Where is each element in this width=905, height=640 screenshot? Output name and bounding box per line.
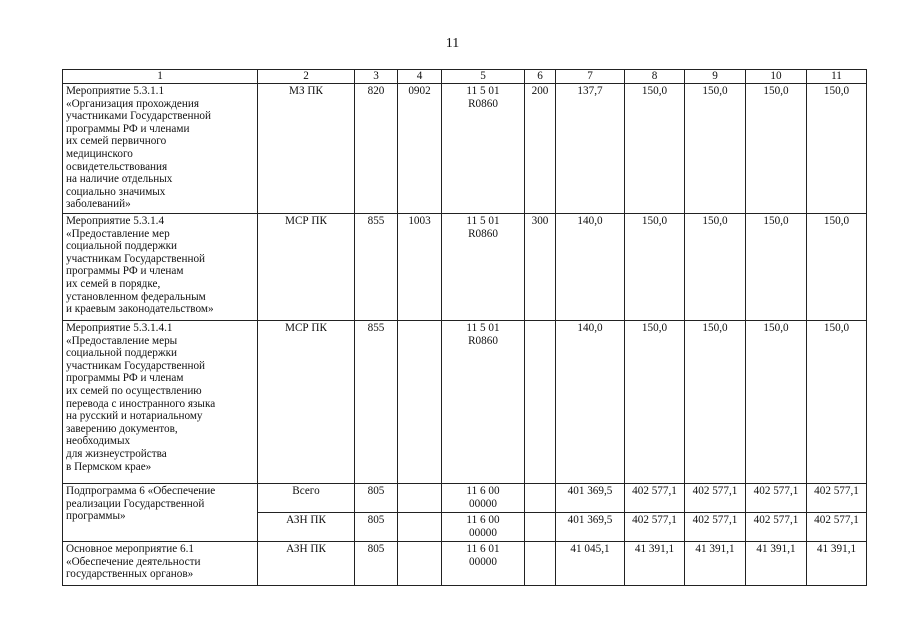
column-header: 1 (63, 70, 258, 84)
value-cell-grbs: 805 (355, 484, 398, 513)
value-cell-v10: 150,0 (746, 84, 807, 214)
row-title-cell: Мероприятие 5.3.1.4.1 «Предоставление меры социальной поддержки участникам Государственной программы РФ и членам их семей по осуществлению перевода с иностранного языка на русский и нотариальному заверению документов, необходимых для жизнеустройства в Пермском крае» (63, 321, 258, 484)
value-cell-v11: 150,0 (807, 321, 867, 484)
value-cell-v7: 41 045,1 (556, 542, 625, 586)
value-cell-csr: 11 5 01 R0860 (442, 84, 525, 214)
value-cell-rzpr: 1003 (398, 214, 442, 321)
value-cell-admin: МСР ПК (258, 214, 355, 321)
value-cell-csr: 11 5 01 R0860 (442, 214, 525, 321)
value-cell-v10: 150,0 (746, 214, 807, 321)
value-cell-vr: 200 (525, 84, 556, 214)
value-cell-vr (525, 484, 556, 513)
value-cell-v8: 402 577,1 (625, 513, 685, 542)
value-cell-admin: АЗН ПК (258, 513, 355, 542)
value-cell-grbs: 805 (355, 542, 398, 586)
row-title-cell: Подпрограмма 6 «Обеспечение реализации Государственной программы» (63, 484, 258, 542)
value-cell-v7: 140,0 (556, 321, 625, 484)
table-row (63, 84, 867, 214)
value-cell-v11: 402 577,1 (807, 484, 867, 513)
table-row (63, 542, 867, 586)
value-cell-vr (525, 321, 556, 484)
value-cell-v10: 402 577,1 (746, 484, 807, 513)
table-row (63, 484, 867, 513)
value-cell-csr: 11 5 01 R0860 (442, 321, 525, 484)
value-cell-rzpr: 0902 (398, 84, 442, 214)
value-cell-v11: 402 577,1 (807, 513, 867, 542)
value-cell-v11: 150,0 (807, 84, 867, 214)
value-cell-grbs: 820 (355, 84, 398, 214)
value-cell-admin: Всего (258, 484, 355, 513)
value-cell-v8: 150,0 (625, 214, 685, 321)
value-cell-v9: 150,0 (685, 84, 746, 214)
value-cell-v8: 150,0 (625, 321, 685, 484)
value-cell-v11: 150,0 (807, 214, 867, 321)
value-cell-v7: 140,0 (556, 214, 625, 321)
value-cell-v9: 402 577,1 (685, 513, 746, 542)
column-header: 5 (442, 70, 525, 84)
value-cell-v10: 402 577,1 (746, 513, 807, 542)
value-cell-v7: 401 369,5 (556, 484, 625, 513)
value-cell-v8: 41 391,1 (625, 542, 685, 586)
column-header: 3 (355, 70, 398, 84)
value-cell-v11: 41 391,1 (807, 542, 867, 586)
value-cell-v9: 150,0 (685, 214, 746, 321)
value-cell-admin: МЗ ПК (258, 84, 355, 214)
value-cell-v8: 402 577,1 (625, 484, 685, 513)
budget-table (62, 69, 867, 586)
row-title-cell: Основное мероприятие 6.1 «Обеспечение деятельности государственных органов» (63, 542, 258, 586)
column-header: 2 (258, 70, 355, 84)
value-cell-v10: 41 391,1 (746, 542, 807, 586)
column-header: 7 (556, 70, 625, 84)
value-cell-csr: 11 6 01 00000 (442, 542, 525, 586)
column-header: 4 (398, 70, 442, 84)
value-cell-rzpr (398, 513, 442, 542)
column-header: 8 (625, 70, 685, 84)
row-title-cell: Мероприятие 5.3.1.4 «Предоставление мер социальной поддержки участникам Государственной программы РФ и членам их семей в порядке, установленном федеральным и краевым законодательством» (63, 214, 258, 321)
column-header: 10 (746, 70, 807, 84)
value-cell-v9: 402 577,1 (685, 484, 746, 513)
value-cell-v10: 150,0 (746, 321, 807, 484)
value-cell-vr (525, 513, 556, 542)
value-cell-v9: 41 391,1 (685, 542, 746, 586)
column-header: 9 (685, 70, 746, 84)
value-cell-csr: 11 6 00 00000 (442, 484, 525, 513)
value-cell-vr: 300 (525, 214, 556, 321)
value-cell-vr (525, 542, 556, 586)
row-title-cell: Мероприятие 5.3.1.1 «Организация прохождения участниками Государственной программы РФ и членами их семей первичного медицинского освидетельствования на наличие отдельных социально значимых заболеваний» (63, 84, 258, 214)
value-cell-admin: МСР ПК (258, 321, 355, 484)
value-cell-grbs: 855 (355, 214, 398, 321)
value-cell-rzpr (398, 542, 442, 586)
value-cell-v9: 150,0 (685, 321, 746, 484)
header-row (63, 70, 867, 84)
value-cell-grbs: 805 (355, 513, 398, 542)
table-row (63, 214, 867, 321)
value-cell-rzpr (398, 484, 442, 513)
table-row (63, 321, 867, 484)
column-header: 11 (807, 70, 867, 84)
value-cell-csr: 11 6 00 00000 (442, 513, 525, 542)
column-header: 6 (525, 70, 556, 84)
value-cell-grbs: 855 (355, 321, 398, 484)
value-cell-admin: АЗН ПК (258, 542, 355, 586)
value-cell-rzpr (398, 321, 442, 484)
value-cell-v8: 150,0 (625, 84, 685, 214)
value-cell-v7: 137,7 (556, 84, 625, 214)
page-number: 11 (445, 36, 460, 51)
value-cell-v7: 401 369,5 (556, 513, 625, 542)
